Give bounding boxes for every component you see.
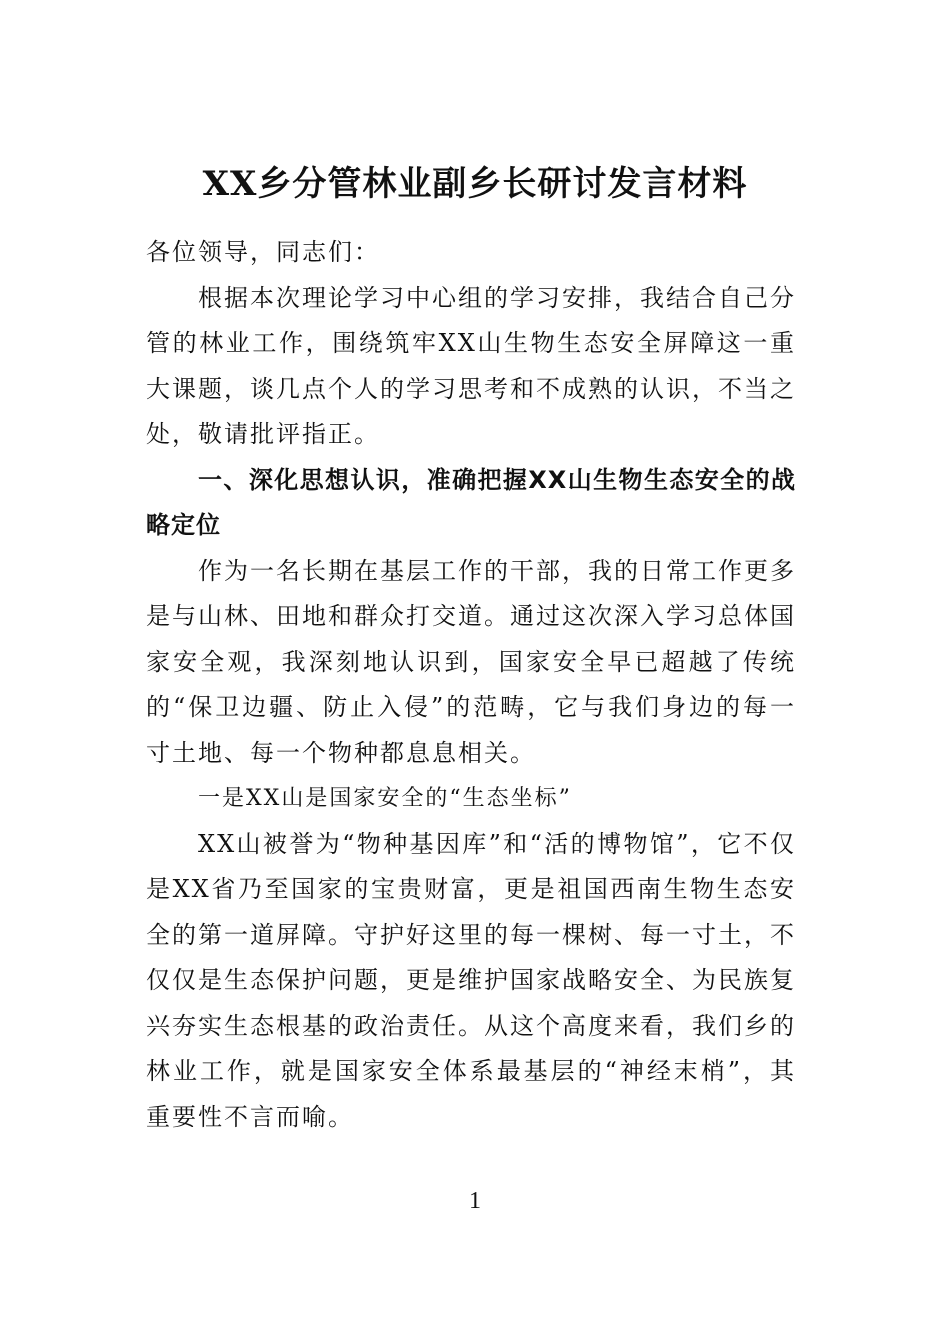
page-number: 1 (469, 1188, 481, 1214)
subheading-1: 一是XX山是国家安全的“生态坐标” (198, 786, 572, 811)
paragraph-intro: 根据本次理论学习中心组的学习安排，我结合自己分管的林业工作，围绕筑牢XX山生物生态安全屏障这一重大课题，谈几点个人的学习思考和不成熟的认识，不当之处，敬请批评指正。 (146, 283, 796, 448)
paragraph-3: XX山被誉为“物种基因库”和“活的博物馆”，它不仅是XX省乃至国家的宝贵财富，更是祖国西南生物生态安全的第一道屏障。守护好这里的每一棵树、每一寸土，不仅仅是生态保护问题，更是维护国家战略安全、为民族复兴夯实生态根基的政治责任。从这个高度来看，我们乡的林业工作，就是国家安全体系最基层的“神经末梢”，其重要性不言而喻。 (146, 829, 796, 1131)
section-heading-1: 一、深化思想认识，准确把握XX山生物生态安全的战略定位 (146, 465, 796, 539)
paragraph-2: 作为一名长期在基层工作的干部，我的日常工作更多是与山林、田地和群众打交道。通过这次深入学习总体国家安全观，我深刻地认识到，国家安全早已超越了传统的“保卫边疆、防止入侵”的范畴，它与我们身边的每一寸土地、每一个物种都息息相关。 (146, 556, 796, 767)
salutation: 各位领导，同志们： (146, 238, 380, 266)
document-body (146, 230, 796, 1140)
document-title: XX乡分管林业副乡长研讨发言材料 (202, 164, 748, 204)
